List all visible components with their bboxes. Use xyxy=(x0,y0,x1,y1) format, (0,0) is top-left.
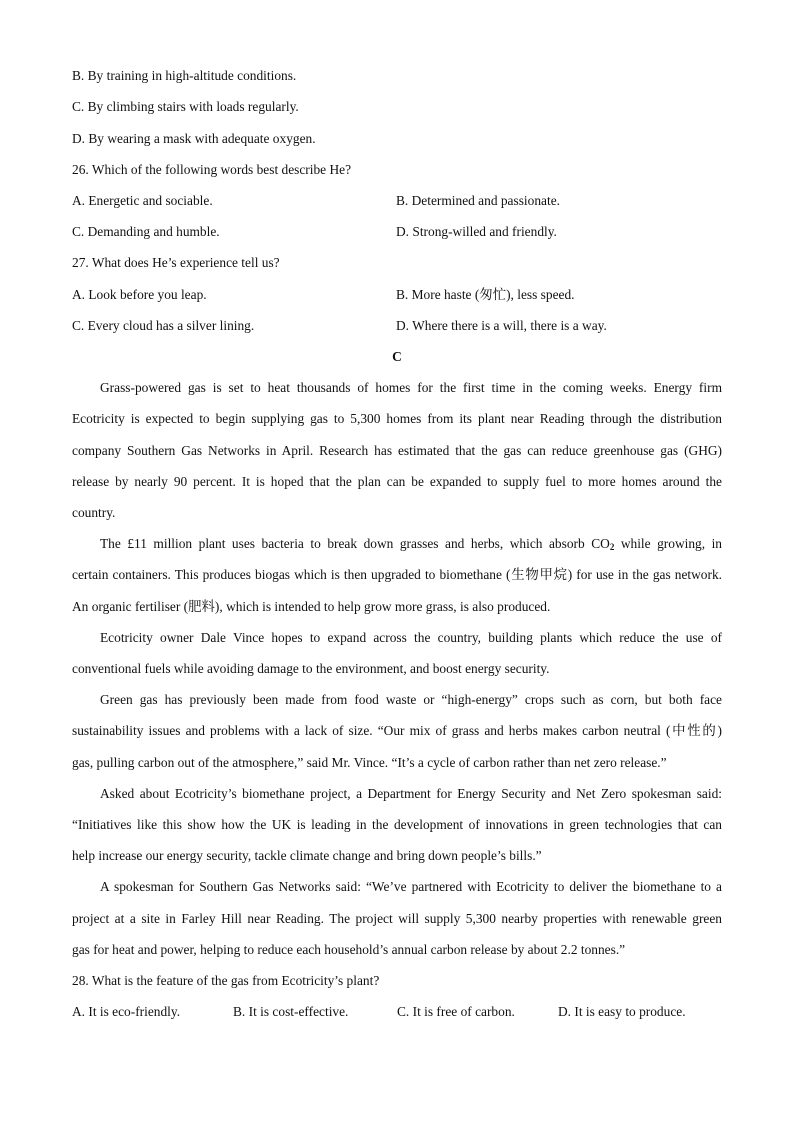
passage-p5-line: “Initiatives like this show how the UK is leading in the development of innovations in green technologies that can xyxy=(72,817,722,832)
passage-p2-line: certain containers. This produces biogas which is then upgraded to biomethane (生物甲烷) for use in the gas network. xyxy=(72,567,722,582)
q26-option-d: D. Strong-willed and friendly. xyxy=(396,224,557,239)
q26-option-c: C. Demanding and humble. xyxy=(72,224,220,239)
passage-p1-line: release by nearly 90 percent. It is hoped that the plan can be expanded to supply fuel to more homes around the xyxy=(72,474,722,489)
q28-option-a: A. It is eco-friendly. xyxy=(72,1004,181,1019)
passage-p2-text-a: The £11 million plant uses bacteria to break down grasses and herbs, which absorb CO xyxy=(100,536,610,551)
q28-option-d: D. It is easy to produce. xyxy=(558,1004,686,1019)
q27-option-b: B. More haste (匆忙), less speed. xyxy=(396,287,575,302)
passage-p5-line: help increase our energy security, tackle climate change and bring down people’s bills.” xyxy=(72,848,542,863)
q25-option-d: D. By wearing a mask with adequate oxygen. xyxy=(72,131,316,146)
passage-p1-line: company Southern Gas Networks in April. Research has estimated that the gas can reduce greenhouse gas (GHG) xyxy=(72,443,722,458)
passage-p6-line: project at a site in Farley Hill near Reading. The project will supply 5,300 nearby properties with renewable green xyxy=(72,911,722,926)
passage-p3-line: Ecotricity owner Dale Vince hopes to expand across the country, building plants which reduce the use of xyxy=(100,630,722,645)
passage-p4-line: Green gas has previously been made from food waste or “high-energy” crops such as corn, but both face xyxy=(100,692,722,707)
q28-stem: 28. What is the feature of the gas from Ecotricity’s plant? xyxy=(72,973,380,988)
q27-option-a: A. Look before you leap. xyxy=(72,287,207,302)
q28-option-c: C. It is free of carbon. xyxy=(397,1004,515,1019)
q28-option-b: B. It is cost-effective. xyxy=(233,1004,349,1019)
q25-option-b: B. By training in high-altitude conditions. xyxy=(72,68,297,83)
q27-option-d: D. Where there is a will, there is a way. xyxy=(396,318,607,333)
passage-p3-line: conventional fuels while avoiding damage to the environment, and boost energy security. xyxy=(72,661,550,676)
q27-option-c: C. Every cloud has a silver lining. xyxy=(72,318,255,333)
passage-p1-line: Grass-powered gas is set to heat thousands of homes for the first time in the coming weeks. Energy firm xyxy=(100,380,722,395)
co2-subscript: 2 xyxy=(609,542,615,552)
passage-p2-line xyxy=(72,535,722,556)
passage-p2-line: An organic fertiliser (肥料), which is intended to help grow more grass, is also produced. xyxy=(72,599,551,614)
q26-option-b: B. Determined and passionate. xyxy=(396,193,560,208)
q25-option-c: C. By climbing stairs with loads regularly. xyxy=(72,99,299,114)
q26-option-a: A. Energetic and sociable. xyxy=(72,193,213,208)
passage-p6-line: A spokesman for Southern Gas Networks said: “We’ve partnered with Ecotricity to deliver the biomethane to a xyxy=(100,879,722,894)
section-label: C xyxy=(392,349,402,364)
passage-p6-line: gas for heat and power, helping to reduce each household’s annual carbon release by about 2.2 tonnes.” xyxy=(72,942,626,957)
passage-p4-line: gas, pulling carbon out of the atmosphere,” said Mr. Vince. “It’s a cycle of carbon rather than net zero release.” xyxy=(72,755,667,770)
passage-p1-line: country. xyxy=(72,505,116,520)
passage-p4-line: sustainability issues and problems with a lack of size. “Our mix of grass and herbs makes carbon neutral (中性的) xyxy=(72,723,722,738)
q26-stem: 26. Which of the following words best describe He? xyxy=(72,162,352,177)
passage-p5-line: Asked about Ecotricity’s biomethane project, a Department for Energy Security and Net Zero spokesman said: xyxy=(100,786,722,801)
passage-p2-text-b: while growing, in xyxy=(614,536,723,551)
passage-p1-line: Ecotricity is expected to begin supplying gas to 5,300 homes from its plant near Reading through the distribution xyxy=(72,411,722,426)
q27-stem: 27. What does He’s experience tell us? xyxy=(72,255,280,270)
